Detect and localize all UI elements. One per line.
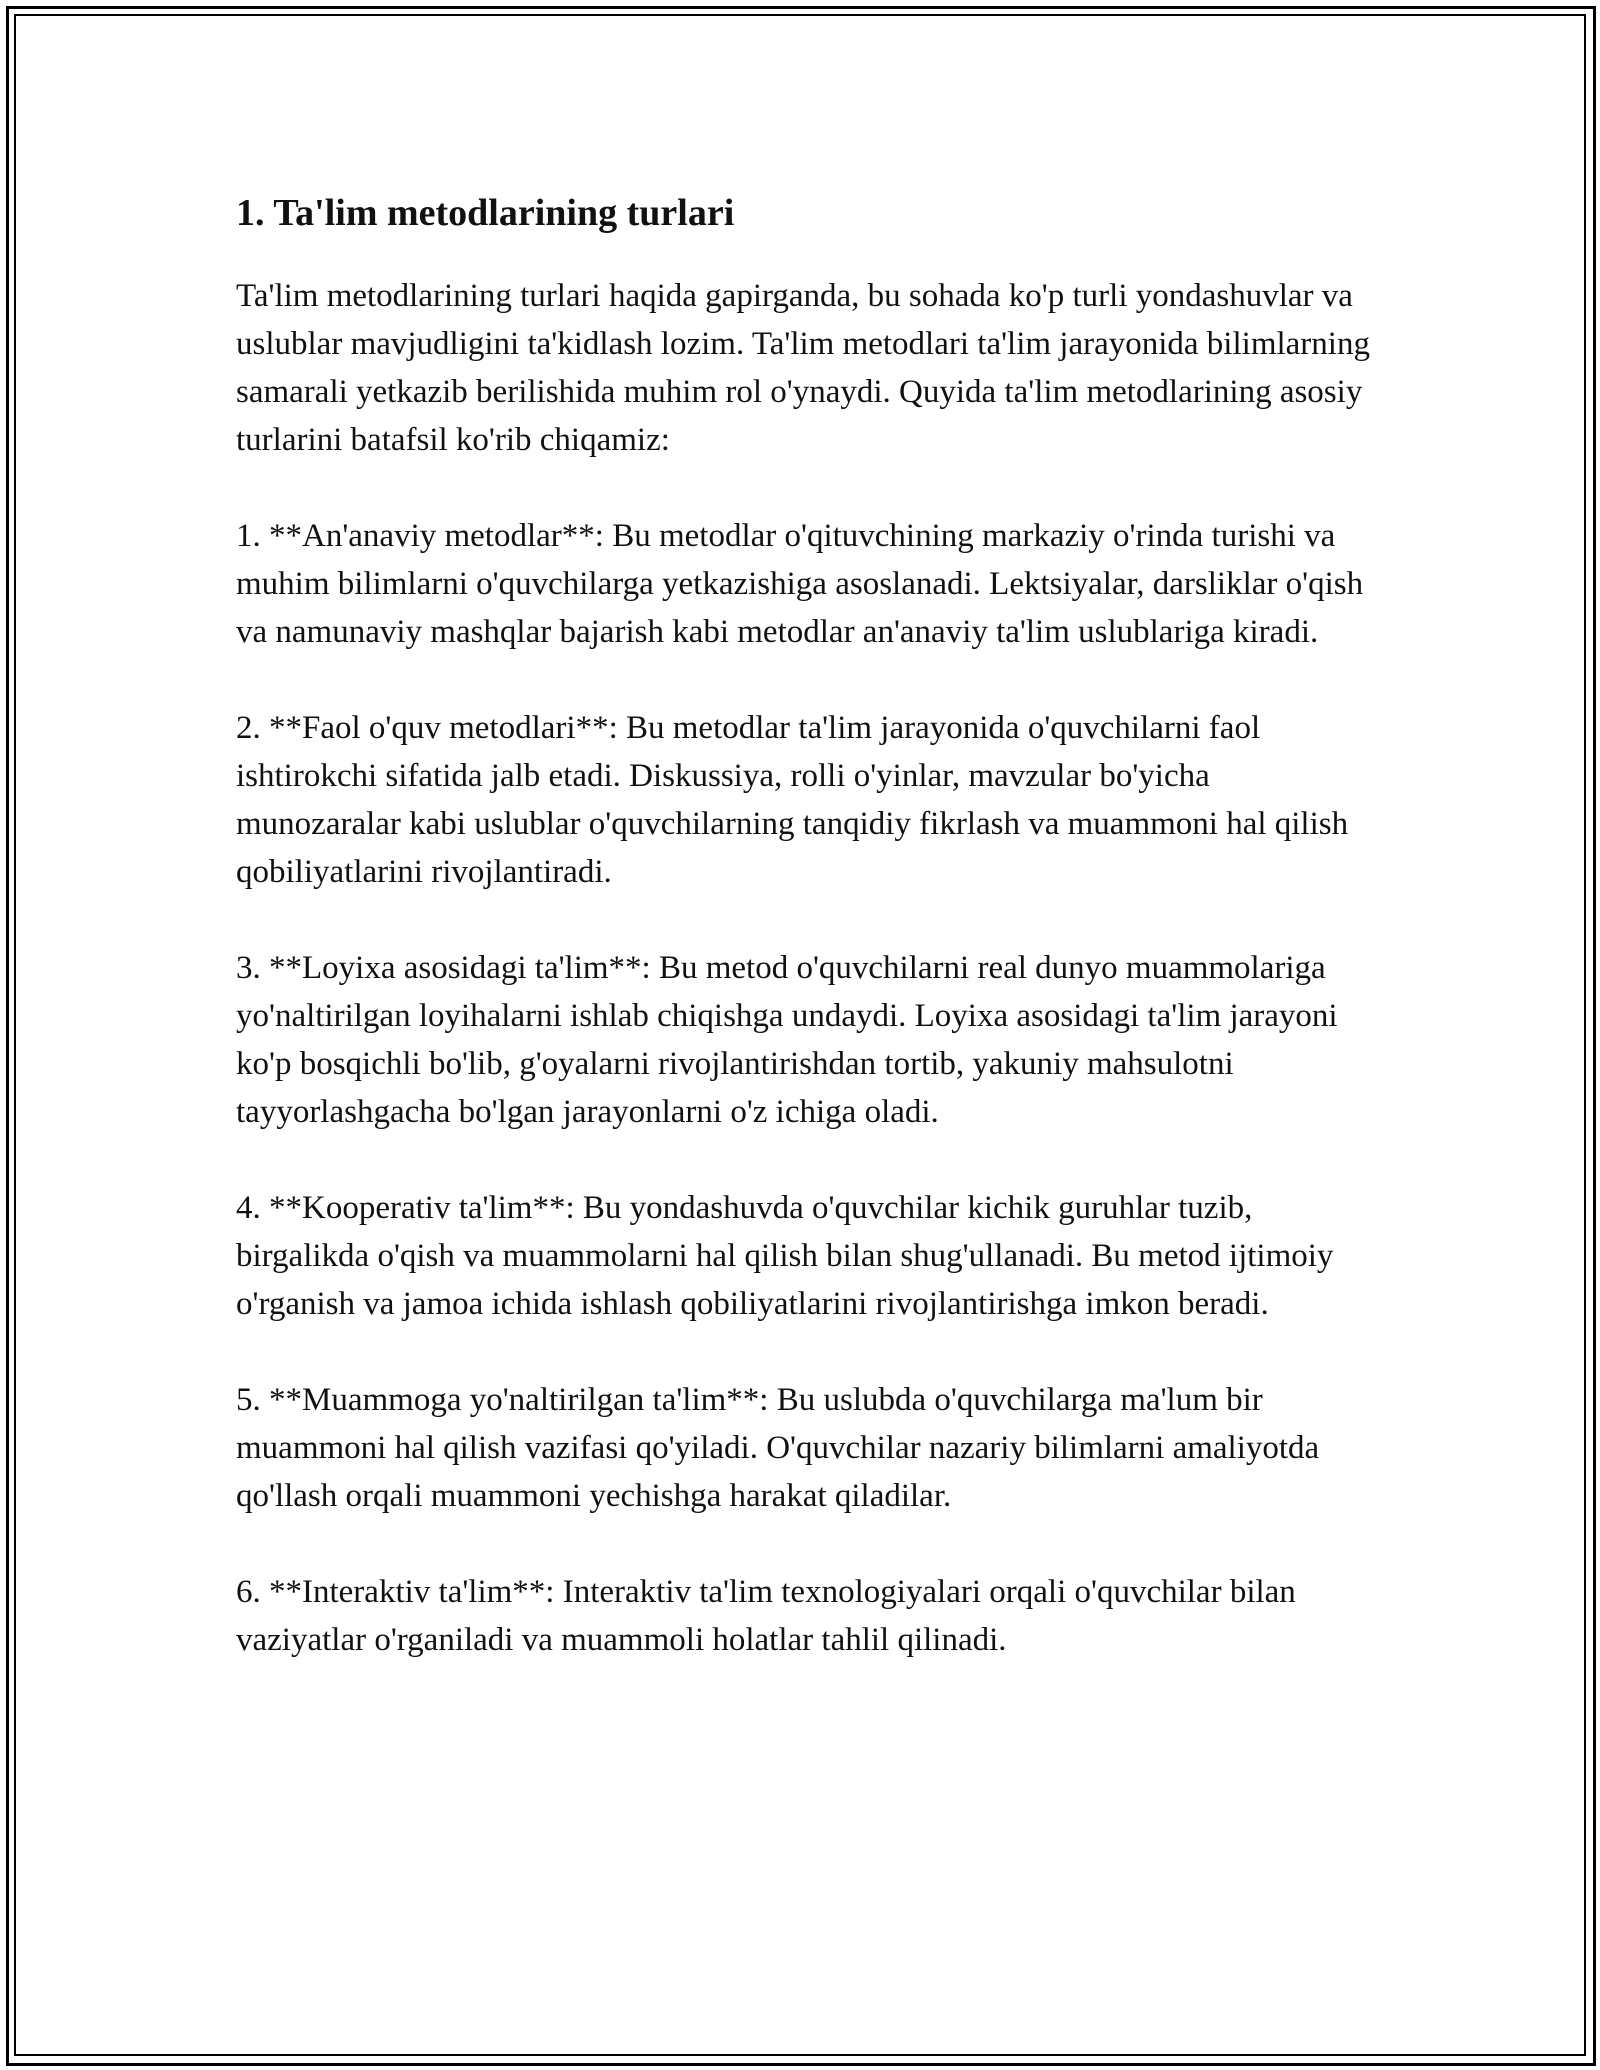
list-item: 4. **Kooperativ ta'lim**: Bu yondashuvda o'quvchilar kichik guruhlar tuzib, birgalikda o'qish va muammolarni hal qilish bilan shug'ullanadi. Bu metod ijtimoiy o'rganish va jamoa ichida ishlash qobiliyatlarini rivojlantirishga imkon beradi. <box>236 1190 1334 1322</box>
document-body <box>236 188 1376 1712</box>
list-item: 3. **Loyixa asosidagi ta'lim**: Bu metod o'quvchilarni real dunyo muammolariga yo'naltirilgan loyihalarni ishlab chiqishga undaydi. Loyixa asosidagi ta'lim jarayoni ko'p bosqichli bo'lib, g'oyalarni rivojlantirishdan tortib, yakuniy mahsulotni tayyorlashgacha bo'lgan jarayonlarni o'z ichiga oladi. <box>236 950 1338 1130</box>
page-title: 1. Ta'lim metodlarining turlari <box>236 192 735 234</box>
list-item: 2. **Faol o'quv metodlari**: Bu metodlar ta'lim jarayonida o'quvchilarni faol ishtirokchi sifatida jalb etadi. Diskussiya, rolli o'yinlar, mavzular bo'yicha munozaralar kabi uslublar o'quvchilarning tanqidiy fikrlash va muammoni hal qilish qobiliyatlarini rivojlantiradi. <box>236 710 1349 890</box>
list-item: 5. **Muammoga yo'naltirilgan ta'lim**: Bu uslubda o'quvchilarga ma'lum bir muammoni hal qilish vazifasi qo'yiladi. O'quvchilar nazariy bilimlarni amaliyotda qo'llash orqali muammoni yechishga harakat qiladilar. <box>236 1382 1320 1514</box>
list-item: 6. **Interaktiv ta'lim**: Interaktiv ta'lim texnologiyalari orqali o'quvchilar bilan vaziyatlar o'rganiladi va muammoli holatlar tahlil qilinadi. <box>236 1574 1296 1658</box>
list-item: 1. **An'anaviy metodlar**: Bu metodlar o'qituvchining markaziy o'rinda turishi va muhim bilimlarni o'quvchilarga yetkazishiga asoslanadi. Lektsiyalar, darsliklar o'qish va namunaviy mashqlar bajarish kabi metodlar an'anaviy ta'lim uslublariga kiradi. <box>236 518 1364 650</box>
intro-paragraph: Ta'lim metodlarining turlari haqida gapirganda, bu sohada ko'p turli yondashuvlar va uslublar mavjudligini ta'kidlash lozim. Ta'lim metodlari ta'lim jarayonida bilimlarning samarali yetkazib berilishida muhim rol o'ynaydi. Quyida ta'lim metodlarining asosiy turlarini batafsil ko'rib chiqamiz: <box>236 278 1370 458</box>
